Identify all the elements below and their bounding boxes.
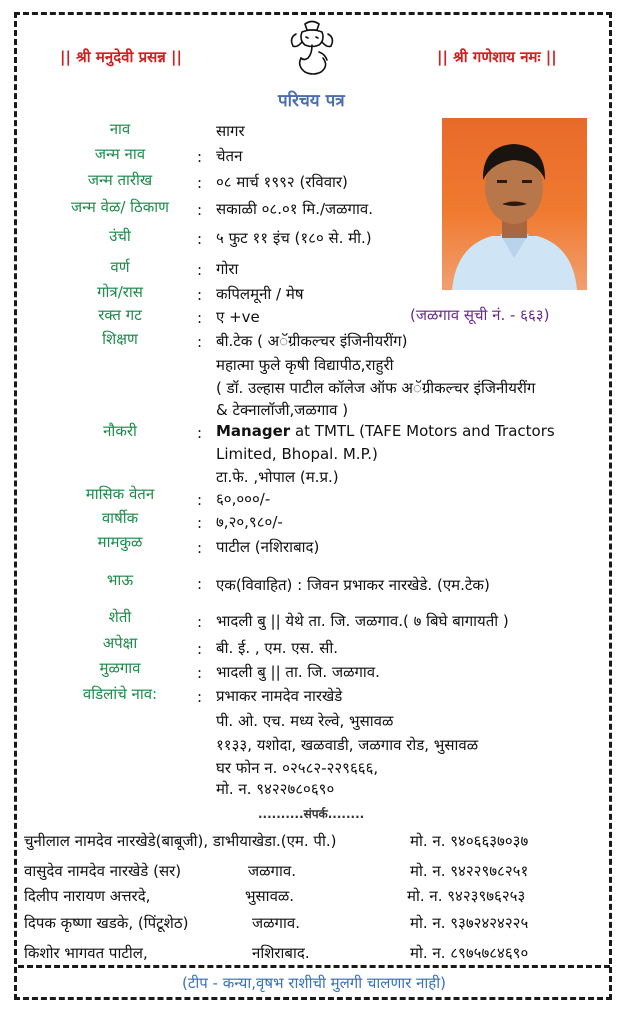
rowb-value-3: एक(विवाहित) : जिवन प्रभाकर नारखेडे. (एम.टेक) (216, 576, 490, 594)
contact-name-4: किशोर भागवत पाटील, (24, 944, 148, 962)
value-job-line2: Limited, Bhopal. M.P.) (216, 445, 378, 463)
rowa-value-10: ( डॉ. उल्हास पाटील कॉलेज ऑफ अॅग्रीकल्चर इंजिनीयरींग (216, 379, 536, 397)
job-title-bold: Manager (216, 422, 291, 440)
rowb-value-10: घर फोन न. ०२५८२-२२९६६६, (216, 759, 379, 777)
rowb-label-2: मामकुळ (97, 533, 143, 551)
contact-heading: ..........संपर्क........ (258, 807, 365, 821)
footer-note-box (18, 965, 610, 997)
rowb-value-6: भादली बु || ता. जि. जळगाव. (216, 663, 380, 681)
contact-phone-4: मो. न. ८९७५७८४६९० (410, 944, 529, 962)
contact-phone-2: मो. न. ९४२३९७६२५३ (407, 887, 526, 905)
rowb-value-4: भादली बु || येथे ता. जि. जळगाव.( ७ बिघे बागायती ) (216, 612, 509, 630)
rowb-value-1: ७,२०,९८०/- (216, 513, 283, 531)
rowb-label-4: शेती (108, 608, 132, 626)
contact-place-1: जळगाव. (248, 862, 296, 880)
contact-name-0: चुनीलाल नामदेव नारखेडे(बाबूजी), डाभीयाखेडा.(एम. पी.) (24, 832, 337, 850)
contact-phone-3: मो. न. ९३७२४२४२२५ (410, 914, 529, 932)
rowa-colon-7: : (197, 309, 203, 327)
rowa-label-5: वर्ण (110, 258, 130, 276)
contact-place-3: जळगाव. (252, 914, 300, 932)
rowb-value-5: बी. ई. , एम. एस. सी. (216, 639, 338, 657)
rowb-colon-0: : (197, 491, 203, 509)
header-right: || श्री गणेशाय नमः || (437, 48, 557, 66)
rowa-value-7: ए +ve (216, 308, 260, 326)
rowa-label-8: शिक्षण (102, 330, 138, 348)
rowb-colon-4: : (197, 613, 203, 631)
reference-number: (जळगाव सूची नं. - ६६३) (410, 306, 550, 324)
rowa-label-2: जन्म तारीख (87, 171, 153, 189)
rowb-value-2: पाटील (नशिराबाद) (216, 538, 320, 556)
rowa-value-0: सागर (216, 122, 245, 140)
header-left: || श्री मनुदेवी प्रसन्न || (60, 48, 183, 66)
rowa-label-0: नाव (109, 120, 131, 138)
rowa-colon-5: : (197, 261, 203, 279)
rowb-colon-7: : (197, 688, 203, 706)
footer-note: (टीप - कन्या,वृषभ राशीची मुलगी चालणार नाही) (181, 974, 447, 992)
rowa-value-3: सकाळी ०८.०१ मि./जळगाव. (216, 200, 373, 218)
rowa-value-9: महात्मा फुले कृषी विद्यापीठ,राहुरी (216, 356, 394, 374)
rowa-value-2: ०८ मार्च १९९२ (रविवार) (216, 173, 348, 191)
rowb-colon-2: : (197, 539, 203, 557)
rowb-colon-5: : (197, 640, 203, 658)
contact-name-3: दिपक कृष्णा खडके, (पिंटूशेठ) (24, 914, 189, 932)
ganesh-icon (283, 18, 341, 78)
rowa-value-6: कपिलमूनी / मेष (216, 285, 304, 303)
value-job-line1 (216, 422, 555, 440)
rowa-label-1: जन्म नाव (94, 145, 146, 163)
rowa-colon-6: : (197, 286, 203, 304)
rowb-label-5: अपेक्षा (102, 634, 138, 652)
contact-phone-0: मो. न. ९४०६६३७०३७ (410, 832, 529, 850)
colon-job: : (197, 424, 203, 442)
contact-name-2: दिलीप नारायण अत्तरदे, (24, 887, 151, 905)
rowa-value-8: बी.टेक ( अॅग्रीकल्चर इंजिनीयरींग) (216, 332, 408, 350)
rowa-label-3: जन्म वेळ/ ठिकाण (70, 198, 170, 216)
rowa-label-7: रक्त गट (98, 306, 142, 324)
rowb-value-7: प्रभाकर नामदेव नारखेडे (216, 687, 343, 705)
rowa-colon-3: : (197, 201, 203, 219)
rowb-label-6: मुळगाव (99, 659, 141, 677)
rowb-value-11: मो. न. ९४२२७८०६९० (216, 780, 335, 798)
label-job: नौकरी (103, 422, 137, 440)
contact-phone-1: मो. न. ९४२२९७८२५१ (410, 862, 529, 880)
rowa-colon-2: : (197, 174, 203, 192)
rowb-value-0: ६०,०००/- (216, 490, 271, 508)
value-job-line3: टा.फे. ,भोपाल (म.प्र.) (216, 468, 339, 486)
rowb-label-7: वडिलांचे नाव: (82, 685, 158, 703)
rowa-value-1: चेतन (216, 147, 243, 165)
rowa-value-4: ५ फुट ११ इंच (१८० से. मी.) (216, 229, 372, 247)
rowb-colon-1: : (197, 514, 203, 532)
rowb-label-3: भाऊ (106, 571, 134, 589)
rowb-label-0: मासिक वेतन (85, 485, 155, 503)
job-employer: at TMTL (TAFE Motors and Tractors (290, 422, 555, 440)
rowb-colon-6: : (197, 664, 203, 682)
rowa-colon-4: : (197, 230, 203, 248)
contact-name-1: वासुदेव नामदेव नारखेडे (सर) (24, 862, 182, 880)
rowa-colon-1: : (197, 148, 203, 166)
rowa-value-5: गोरा (216, 260, 239, 278)
rowa-label-6: गोत्र/रास (97, 283, 143, 301)
rowa-label-4: उंची (109, 227, 131, 245)
rowb-value-8: पी. ओ. एच. मध्य रेल्वे, भुसावळ (216, 712, 394, 730)
rowb-colon-3: : (197, 575, 203, 593)
contact-place-4: नशिराबाद. (252, 944, 310, 962)
rowb-value-9: ११३३, यशोदा, खळवाडी, जळगाव रोड, भुसावळ (216, 736, 479, 754)
page-title: परिचय पत्र (278, 91, 345, 111)
profile-photo (442, 118, 587, 290)
rowa-colon-8: : (197, 333, 203, 351)
contact-place-2: भुसावळ. (245, 887, 295, 905)
rowa-value-11: & टेक्नालॉजी,जळगाव ) (216, 401, 349, 419)
rowb-label-1: वार्षीक (101, 509, 139, 527)
